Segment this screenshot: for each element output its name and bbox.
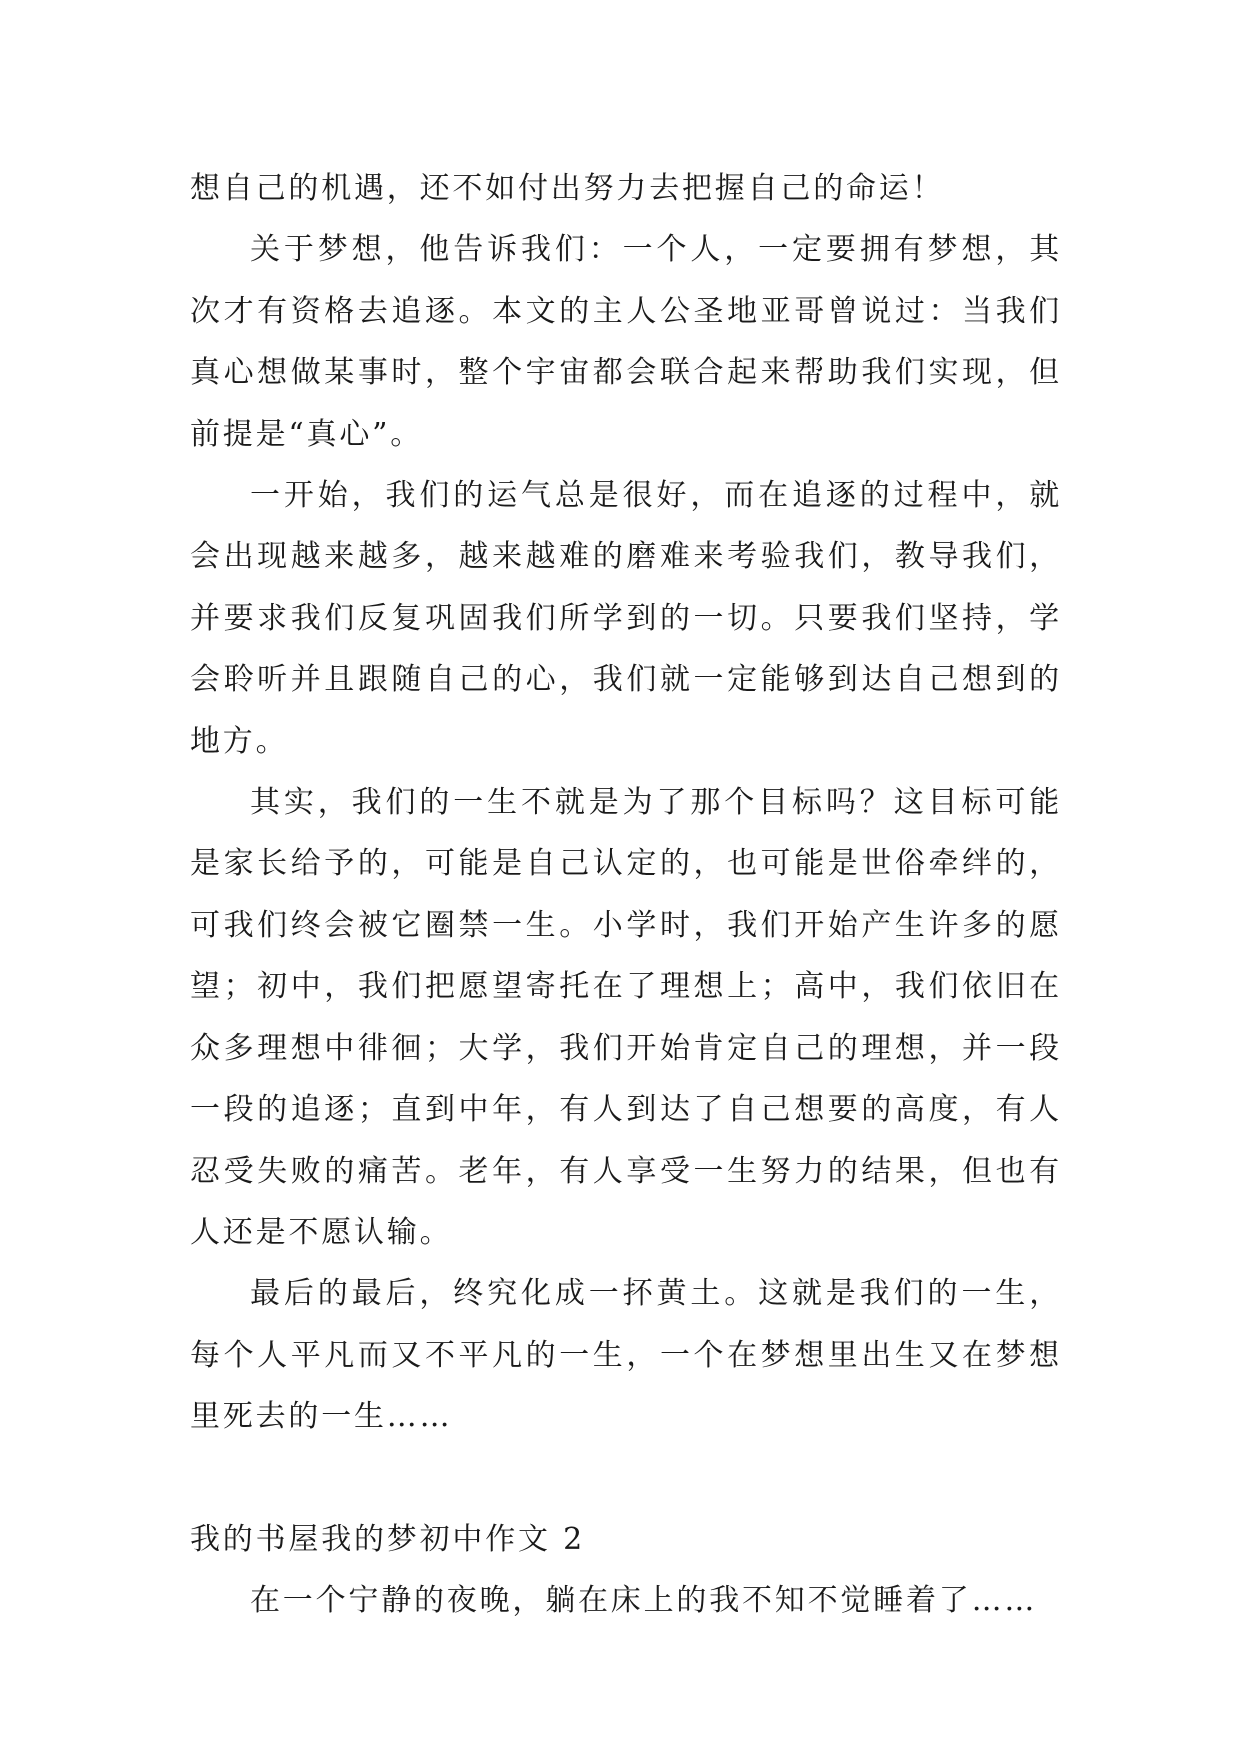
paragraph-continued: 想自己的机遇，还不如付出努力去把握自己的命运！ bbox=[190, 171, 945, 206]
section-title: 我的书屋我的梦初中作文 2 bbox=[190, 1521, 586, 1557]
paragraph-luck-and-trials: 一开始，我们的运气总是很好，而在追逐的过程中，就会出现越来越多，越来越难的磨难来考验我们，教导我们，并要求我们反复巩固我们所学到的一切。只要我们坚持，学会聆听并且跟随自己的心，我们就一定能够到达自己想到的地方。 bbox=[190, 478, 1062, 759]
document-body bbox=[190, 158, 1062, 1632]
section-paragraph: 在一个宁静的夜晚，躺在床上的我不知不觉睡着了…… bbox=[250, 1583, 1038, 1619]
paragraph-life-goals: 其实，我们的一生不就是为了那个目标吗？这目标可能是家长给予的，可能是自己认定的，也可能是世俗牵绊的，可我们终会被它圈禁一生。小学时，我们开始产生许多的愿望；初中，我们把愿望寄托在了理想上；高中，我们依旧在众多理想中徘徊；大学，我们开始肯定自己的理想，并一段一段的追逐；直到中年，有人到达了自己想要的高度，有人忍受失败的痛苦。老年，有人享受一生努力的结果，但也有人还是不愿认输。 bbox=[190, 785, 1062, 1250]
paragraph-about-dreams: 关于梦想，他告诉我们：一个人，一定要拥有梦想，其次才有资格去追逐。本文的主人公圣地亚哥曾说过：当我们真心想做某事时，整个宇宙都会联合起来帮助我们实现，但前提是“真心”。 bbox=[190, 232, 1062, 452]
paragraph-ending: 最后的最后，终究化成一抔黄土。这就是我们的一生，每个人平凡而又不平凡的一生，一个在梦想里出生又在梦想里死去的一生…… bbox=[190, 1276, 1062, 1435]
